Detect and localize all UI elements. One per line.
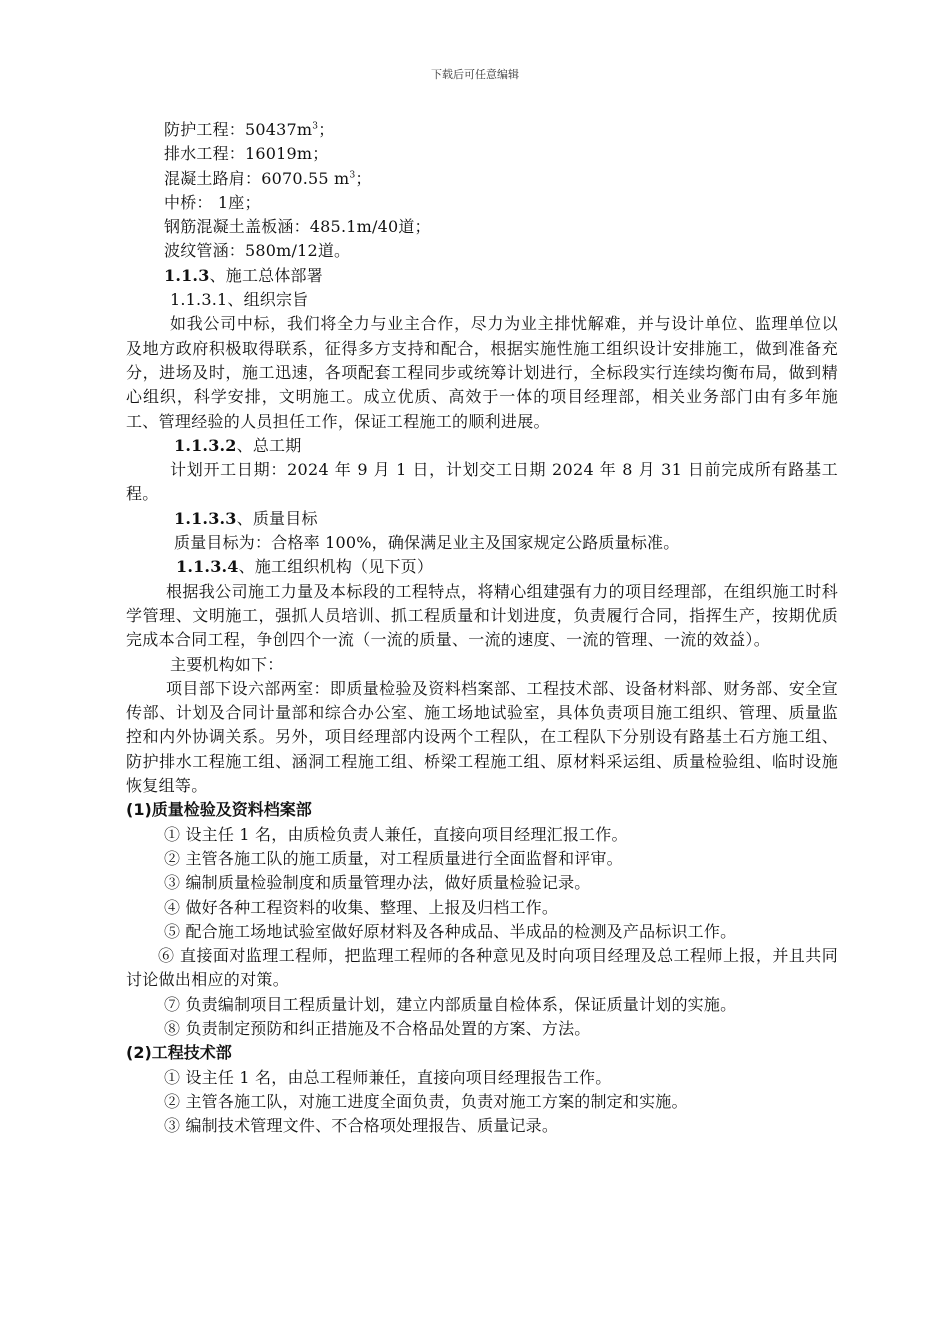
paragraph-quality-goal: 质量目标为：合格率 100%，确保满足业主及国家规定公路质量标准。 xyxy=(174,533,680,553)
list-item: ④ 做好各种工程资料的收集、整理、上报及归档工作。 xyxy=(164,897,559,917)
list-item: ① 设主任 1 名，由质检负责人兼任，直接向项目经理汇报工作。 xyxy=(164,824,628,844)
list-item: ② 主管各施工队，对施工进度全面负责，负责对施工方案的制定和实施。 xyxy=(164,1091,688,1111)
section-1-1-3-1: 1.1.3.1、组织宗旨 xyxy=(170,290,309,310)
list-item: ③ 编制技术管理文件、不合格项处理报告、质量记录。 xyxy=(164,1116,559,1136)
page-header: 下载后可任意编辑 xyxy=(431,68,519,81)
document-body xyxy=(126,118,838,1138)
section-1-1-3-4: 1.1.3.4、施工组织机构（见下页） xyxy=(176,557,434,577)
paragraph-schedule: 计划开工日期：2024 年 9 月 1 日，计划交工日期 2024 年 8 月 31 日前完成所有路基工程。 xyxy=(126,460,838,504)
paragraph-departments: 项目部下设六部两室：即质量检验及资料档案部、工程技术部、设备材料部、财务部、安全宣传部、计划及合同计量部和综合办公室、施工场地试验室，具体负责项目施工组织、管理、质量监控和内外协调关系。另外，项目经理部内设两个工程队，在工程队下分别设有路基土石方施工组、防护排水工程施工组、涵洞工程施工组、桥梁工程施工组、原材料采运组、质量检验组、临时设施恢复组等。 xyxy=(126,678,838,796)
paragraph-organization: 根据我公司施工力量及本标段的工程特点，将精心组建强有力的项目经理部，在组织施工时科学管理、文明施工，强抓人员培训、抓工程质量和计划进度，负责履行合同，指挥生产，按期优质完成本合同工程，争创四个一流（一流的质量、一流的速度、一流的管理、一流的效益）。 xyxy=(126,581,838,650)
qty-protection: 防护工程：$50437m^3$； xyxy=(164,120,335,139)
list-item: ⑧ 负责制定预防和纠正措施及不合格品处置的方案、方法。 xyxy=(164,1018,591,1038)
section-1-1-3-2: 1.1.3.2、总工期 xyxy=(174,435,302,455)
dept2-title: (2)工程技术部 xyxy=(126,1043,232,1063)
list-item: ⑦ 负责编制项目工程质量计划，建立内部质量自检体系，保证质量计划的实施。 xyxy=(164,994,737,1014)
list-item: ⑤ 配合施工场地试验室做好原材料及各种成品、半成品的检测及产品标识工作。 xyxy=(164,921,737,941)
qty-bridge: 中桥： 1座； xyxy=(164,192,261,212)
list-item: ⑥ 直接面对监理工程师，把监理工程师的各种意见及时向项目经理及总工程师上报，并且共同讨论做出相应的对策。 xyxy=(126,946,838,990)
section-1-1-3: 1.1.3、施工总体部署 xyxy=(164,265,323,285)
list-item: ① 设主任 1 名，由总工程师兼任，直接向项目经理报告工作。 xyxy=(164,1067,612,1087)
qty-culvert: 钢筋混凝土盖板涵：485.1m/40道； xyxy=(164,217,431,237)
main-org-label: 主要机构如下： xyxy=(170,654,284,674)
qty-drainage: 排水工程：16019m； xyxy=(164,144,329,164)
qty-pipe: 波纹管涵：580m/12道。 xyxy=(164,241,351,261)
dept1-title: (1)质量检验及资料档案部 xyxy=(126,800,312,820)
paragraph-purpose: 如我公司中标，我们将全力与业主合作，尽力为业主排忧解难，并与设计单位、监理单位以及地方政府积极取得联系，征得多方支持和配合，根据实施性施工组织设计安排施工，做到准备充分，进场及时，施工迅速，各项配套工程同步或统筹计划进行，全标段实行连续均衡布局，做到精心组织，科学安排，文明施工。成立优质、高效于一体的项目经理部，相关业务部门由有多年施工、管理经验的人员担任工作，保证工程施工的顺利进展。 xyxy=(126,314,838,431)
list-item: ② 主管各施工队的施工质量，对工程质量进行全面监督和评审。 xyxy=(164,848,623,868)
list-item: ③ 编制质量检验制度和质量管理办法，做好质量检验记录。 xyxy=(164,873,591,893)
qty-shoulder: 混凝土路肩：6070.55 $m^3$； xyxy=(164,168,372,188)
section-1-1-3-3: 1.1.3.3、质量目标 xyxy=(174,508,318,528)
